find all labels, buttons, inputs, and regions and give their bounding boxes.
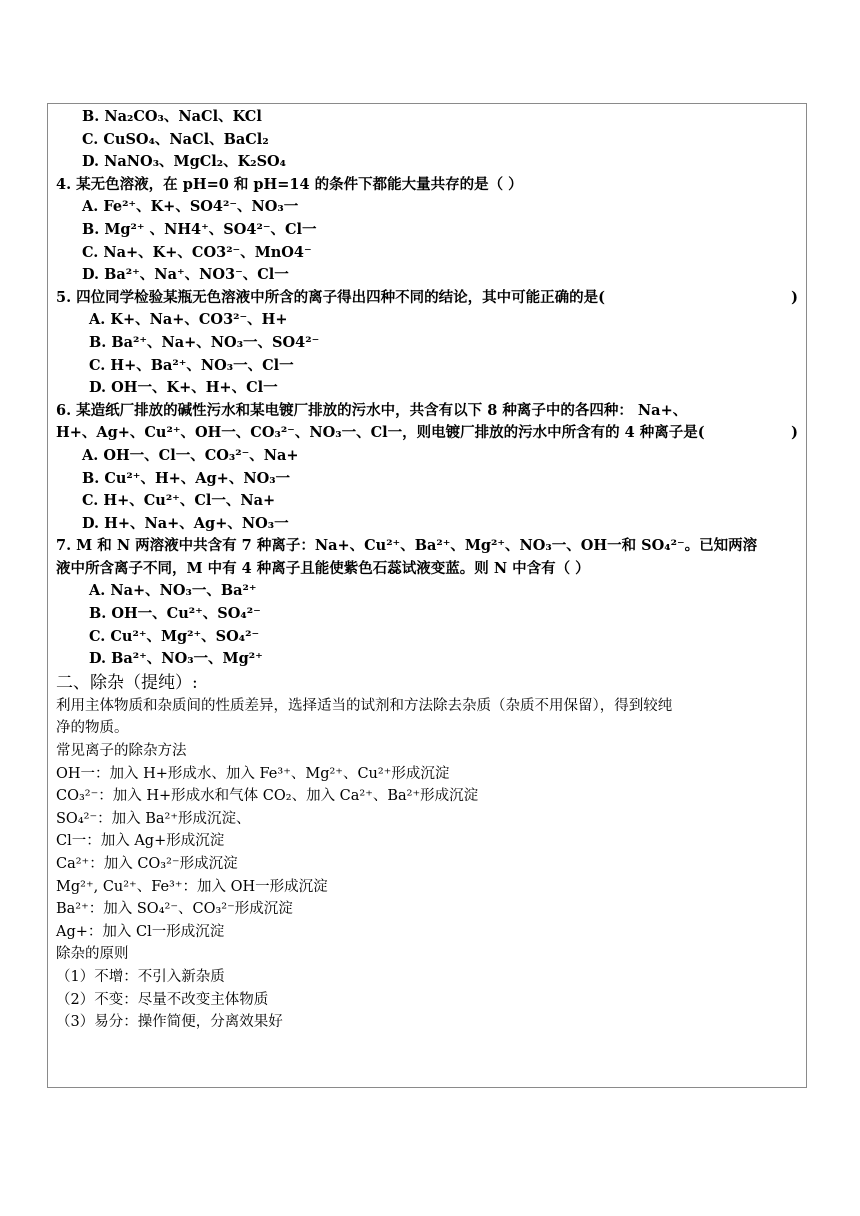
method-mg-cu-fe: Mg²⁺, Cu²⁺、Fe³⁺：加入 OH一形成沉淀 [56, 878, 328, 895]
methods-title: 常见离子的除杂方法 [56, 743, 187, 760]
q7-option-a: A. Na+、NO₃一、Ba²⁺ [89, 582, 257, 600]
q7-stem-line1: 7. M 和 N 两溶液中共含有 7 种离子：Na+、Cu²⁺、Ba²⁺、Mg²⁺、NO₃一、OH一和 SO₄²⁻。已知两溶 [56, 537, 758, 555]
q3-option-d: D. NaNO₃、MgCl₂、K₂SO₄ [82, 153, 287, 171]
method-cl: Cl一：加入 Ag+形成沉淀 [56, 833, 225, 850]
section2-heading: 二、除杂（提纯）: [56, 672, 198, 693]
method-ag: Ag+：加入 Cl一形成沉淀 [56, 923, 225, 940]
q3-option-c: C. CuSO₄、NaCl、BaCl₂ [82, 130, 269, 148]
q4-option-a: A. Fe²⁺、K+、SO4²⁻、NO₃一 [82, 198, 299, 216]
q7-option-b: B. OH一、Cu²⁺、SO₄²⁻ [89, 605, 261, 623]
principles-title: 除杂的原则 [56, 946, 129, 963]
q7-option-d: D. Ba²⁺、NO₃一、Mg²⁺ [89, 650, 263, 668]
q7-stem-line2: 液中所含离子不同，M 中有 4 种离子且能使紫色石蕊试液变蓝。则 N 中含有（ ） [56, 559, 590, 577]
q5-option-b: B. Ba²⁺、Na+、NO₃一、SO4²⁻ [89, 333, 320, 351]
q4-stem: 4. 某无色溶液，在 pH=0 和 pH=14 的条件下都能大量共存的是（ ） [56, 175, 523, 193]
section2-intro-line1: 利用主体物质和杂质间的性质差异，选择适当的试剂和方法除去杂质（杂质不用保留），得到较纯 [56, 697, 673, 714]
q5-stem: 5. 四位同学检验某瓶无色溶液中所含的离子得出四种不同的结论，其中可能正确的是( [56, 288, 606, 306]
q7-option-c: C. Cu²⁺、Mg²⁺、SO₄²⁻ [89, 627, 260, 645]
q6-option-a: A. OH一、Cl一、CO₃²⁻、Na+ [82, 446, 299, 464]
method-co3: CO₃²⁻：加入 H+形成水和气体 CO₂、加入 Ca²⁺、Ba²⁺形成沉淀 [56, 788, 479, 805]
section2-intro-line2: 净的物质。 [56, 720, 129, 737]
q6-paren-close: ) [791, 424, 798, 442]
method-ba: Ba²⁺：加入 SO₄²⁻、CO₃²⁻形成沉淀 [56, 901, 293, 918]
q6-option-d: D. H+、Na+、Ag+、NO₃一 [82, 514, 289, 532]
q5-option-a: A. K+、Na+、CO3²⁻、H+ [89, 311, 288, 329]
q3-option-b: B. Na₂CO₃、NaCl、KCl [82, 108, 262, 125]
principle-1: （1）不增：不引入新杂质 [56, 968, 225, 985]
q4-option-c: C. Na+、K+、CO3²⁻、MnO4⁻ [82, 243, 312, 261]
principle-2: （2）不变：尽量不改变主体物质 [56, 991, 269, 1008]
q4-option-d: D. Ba²⁺、Na⁺、NO3⁻、Cl一 [82, 266, 289, 284]
q6-stem-line2: H+、Ag+、Cu²⁺、OH一、CO₃²⁻、NO₃一、Cl一，则电镀厂排放的污水中所含有的 4 种离子是( [56, 424, 705, 442]
q5-paren-close: ) [791, 288, 798, 306]
q6-stem-row2 [56, 422, 804, 445]
method-oh: OH一：加入 H+形成水、加入 Fe³⁺、Mg²⁺、Cu²⁺形成沉淀 [56, 765, 450, 782]
q6-option-c: C. H+、Cu²⁺、Cl一、Na+ [82, 492, 276, 510]
q5-stem-row [56, 287, 804, 310]
principle-3: （3）易分：操作简便，分离效果好 [56, 1014, 283, 1031]
q6-option-b: B. Cu²⁺、H+、Ag+、NO₃一 [82, 469, 291, 487]
document-body [56, 106, 804, 1034]
method-so4: SO₄²⁻：加入 Ba²⁺形成沉淀、 [56, 810, 251, 827]
q5-option-d: D. OH一、K+、H+、Cl一 [89, 379, 278, 397]
q4-option-b: B. Mg²⁺ 、NH4⁺、SO4²⁻、Cl一 [82, 220, 317, 238]
q5-option-c: C. H+、Ba²⁺、NO₃一、Cl一 [89, 356, 294, 374]
q6-stem-line1: 6. 某造纸厂排放的碱性污水和某电镀厂排放的污水中，共含有以下 8 种离子中的各四种： Na+、 [56, 401, 688, 419]
method-ca: Ca²⁺：加入 CO₃²⁻形成沉淀 [56, 856, 238, 872]
